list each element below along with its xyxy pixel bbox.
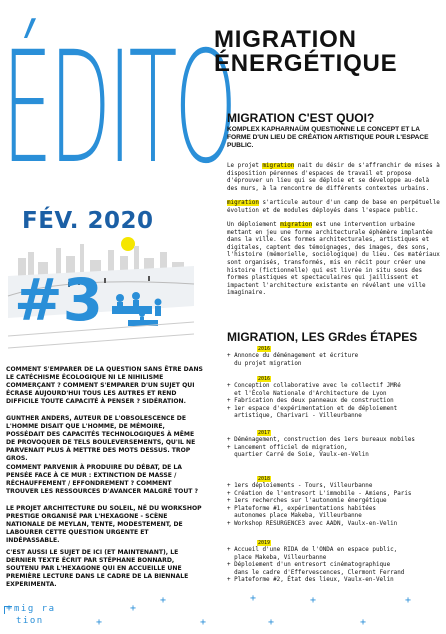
timeline-item: + Workshop RESURGENCE3 avec AADN, Vaulx-en-Velin	[227, 520, 398, 527]
plus-icon: +	[130, 603, 137, 614]
timeline-item: quartier Carré de Soie, Vaulx-en-Velin	[227, 452, 369, 459]
timeline-item: + Plateforme #2, État des lieux, Vaulx-en-Velin	[227, 577, 394, 584]
timeline-item: + 1ers déploiements - Tours, Villeurbanne	[227, 483, 373, 489]
timeline-year: 2016	[258, 346, 271, 352]
timeline-item: + Accueil d'une RIDA de l'ONDA en espace public,	[227, 547, 398, 553]
timeline-year: 2018	[258, 476, 271, 482]
left-paragraph-3: COMMENT PARVENIR À PRODUIRE DU DÉBAT, DE LA PENSÉE FACE À CE MUR : EXTINCTION DE MASSE / RÉCHAUFFEMENT / EFFONDREMENT ? COMMENT TROUVER LES RESSOURCES D'AVANCER MALGRÉ TOUT ?	[6, 464, 199, 495]
body-paragraph-3: Un déploiement migration est une intervention urbaine mettant en jeu une forme architecturale éphémère implantée dans la ville. Ces formes architecturales, artistiques et digitales, captent des témoignages, des images, des sons, l'histoire (mémorielle, sociologique) du lieu. Ces matériaux sont organisés, transformés, mis en récit pour créer une histoire (fictionnelle) qui est livrée in situ sous des formes plastiques et spectaculaires qui jaillissent et impactent l'architecture existante en révélant une ville imaginaire.	[227, 222, 440, 297]
edito-title: ÉDITO	[2, 19, 235, 198]
migration-logo	[4, 604, 64, 632]
left-paragraph-5: C'EST AUSSI LE SUJET DE ICI (ET MAINTENANT), LE DERNIER TEXTE ÉCRIT PAR STÉPHANE BONNARD, SOUTENU PAR L'HEXAGONE QUI EN ACCUEILLE UNE PREMIÈRE LECTURE DANS LE CADRE DE LA BIENNALE EXPERIMENTA.	[6, 549, 189, 588]
timeline-items	[227, 547, 441, 585]
left-paragraph-2: GUNTHER ANDERS, AUTEUR DE L'OBSOLESCENCE DE L'HOMME DISAIT QUE L'HOMME, DE MÉMOIRE, POSSÉDAIT DES CAPACITÉS TECHNOLOGIQUES À MÊME DE PROVOQUER DE TELS BOULEVERSEMENTS, QU'IL NE PARVENAIT PLUS À METTRE DES MOTS DESSUS. TROP GROS.	[6, 415, 196, 462]
timeline-item: + Déménagement, construction des 1ers bureaux mobiles	[227, 437, 415, 443]
edition-date: FÉV. 2020	[22, 208, 154, 234]
timeline-item: + Déploiement d'un entresort cinématographique	[227, 562, 391, 569]
timeline-item: + Plateforme #1, expérimentations habitées	[227, 505, 376, 512]
timeline-item: + 1ers recherches sur l'autonomie énergétique	[227, 498, 387, 505]
plus-icon: +	[250, 593, 257, 604]
issue-number: #3	[14, 266, 103, 334]
plus-icon: +	[268, 617, 275, 628]
timeline-items	[227, 383, 441, 421]
timeline-item: du projet migration	[227, 360, 302, 367]
timeline-item: + Création de l'entresort L'immobile - Amiens, Paris	[227, 490, 412, 497]
timeline-item: + 1er espace d'expérimentation et de déploiement	[227, 405, 398, 412]
timeline-item: place Makeba, Villeurbanne	[227, 554, 327, 561]
timeline-item: dans le cadre d'Effervescences, Clermont Ferrand	[227, 569, 405, 576]
timeline-year: 2016	[258, 376, 271, 382]
section-heading-steps: MIGRATION, LES GRdes ÉTAPES	[227, 330, 418, 344]
timeline-item: + Lancement officiel de migration,	[227, 444, 348, 451]
logo-line-1: mig ra	[14, 604, 56, 614]
left-paragraph-4: LE PROJET ARCHITECTURE DU SOLEIL, NÉ DU WORKSHOP PRESTIGE ORGANISÉ PAR L'HEXAGONE - SCÈNE NATIONALE DE MEYLAN, TENTE, MODESTEMENT, DE LABOURER CETTE QUESTION URGENTE ET INDÉPASSABLE.	[6, 505, 202, 544]
timeline-item: + Fabrication des deux panneaux de construction	[227, 398, 394, 405]
timeline-items	[227, 353, 441, 368]
cover-illustration	[8, 236, 194, 360]
section-heading-what: MIGRATION C'EST QUOI?	[227, 111, 375, 125]
body-paragraph-2: migration s'articule autour d'un camp de base en perpétuelle évolution et de modules déployés dans l'espace public.	[227, 200, 440, 214]
timeline-year: 2017	[258, 430, 271, 436]
plus-icon: +	[6, 603, 13, 614]
timeline-items	[227, 483, 441, 529]
timeline-year: 2019	[258, 540, 271, 546]
timeline-item: + Conception collaborative avec le collectif JMRé	[227, 383, 401, 389]
logo-line-2: tion	[16, 616, 44, 626]
section-intro: KOMPLEX KAPHARNAÜM QUESTIONNE LE CONCEPT ET LA FORME D'UN LIEU DE CRÉATION ARTISTIQUE POUR L'ESPACE PUBLIC.	[227, 126, 429, 149]
timeline-item: et l'École Nationale d'Architecture de Lyon	[227, 390, 387, 397]
plus-icon: +	[96, 617, 103, 628]
timeline-items	[227, 437, 441, 460]
plus-icon: +	[310, 595, 317, 606]
body-paragraph-1: Le projet migration nait du désir de s'affranchir de mises à disposition pérennes d'espaces de travail et propose d'éprouver un lieu qui se déploie et se développe au-delà des murs, à la rencontre de différents contextes urbains.	[227, 163, 440, 192]
plus-icon: +	[360, 617, 367, 628]
plus-icon: +	[200, 617, 207, 628]
timeline-item: + Annonce du déménagement et écriture	[227, 353, 359, 359]
timeline-item: autonomes place Makeba, Villeurbanne	[227, 513, 362, 520]
timeline-item: artistique, Charivari - Villeurbanne	[227, 413, 362, 420]
plus-icon: +	[160, 595, 167, 606]
plus-icon: +	[405, 595, 412, 606]
main-title: MIGRATION ÉNERGÉTIQUE	[214, 26, 398, 77]
left-paragraph-1: COMMENT S'EMPARER DE LA QUESTION SANS ÊTRE DANS LE CATÉCHISME ÉCOLOGIQUE NI LE NIHILISME COMMERÇANT ? COMMENT S'EMPARER D'UN SUJET QUI ÉCRASE AUJOURD'HUI TOUS LES AUTRES ET REND DIFFICILE TOUTE CAPACITÉ À PENSER ? SIDÉRATION.	[6, 366, 203, 405]
